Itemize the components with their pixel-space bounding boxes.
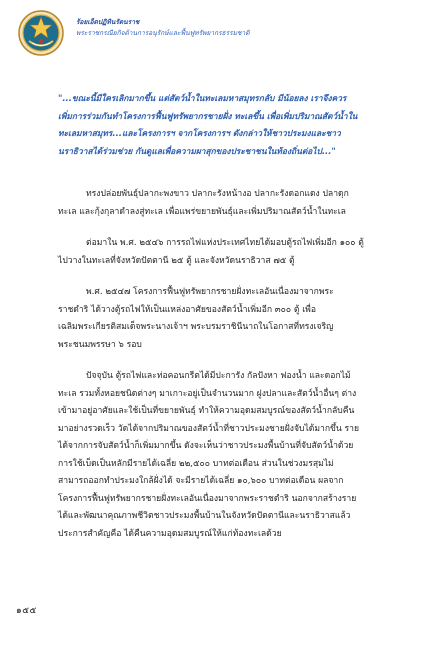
body-text [58, 186, 364, 557]
header-text [76, 17, 250, 39]
body-paragraph: ทรงปล่อยพันธุ์ปลากะพงขาว ปลากะรังหน้างอ ปลากะรังดอกแดง ปลาดุกทะเล และกุ้งกุลาดำลงสู่ทะเล เพื่อแพร่ขยายพันธุ์และเพิ่มปริมาณสัตว์น้ำในทะเล [58, 189, 349, 217]
royal-quote: "...ขณะนี้มีใครเลิกมากขึ้น แต่สัตว์น้ำในทะเลมหาสมุทรกลับ มีน้อยลง เราจึงควรเพิ่มการร่วมกันทำโครงการฟื้นฟูทรัพยากรชายฝั่ง ทะเลขึ้น เพื่อเพิ่มปริมาณสัตว์น้ำในทะเลมหาสมุทร...และโครงการฯ จากโครงการฯ ดังกล่าวให้ชาวประมงและชาวนราธิวาสได้ร่วมช่วย กันดูแลเพื่อความผาสุกของประชาชนในท้องถิ่นต่อไป..." [58, 93, 358, 156]
royal-emblem-icon [18, 10, 64, 56]
page-header [18, 10, 418, 56]
page-number: ๑๕๕ [16, 606, 37, 616]
body-paragraph: ต่อมาใน พ.ศ. ๒๕๔๖ การรถไฟแห่งประเทศไทยได้มอบตู้รถไฟเพิ่มอีก ๑๐๐ ตู้ ไปวางในทะเลที่จังหวัดปัตตานี ๒๕ ตู้ และจังหวัดนราธิวาส ๗๕ ตู้ [58, 238, 364, 266]
header-sub-line: พระราชกรณียกิจด้านการอนุรักษ์และฟื้นฟูทรัพยากรธรรมชาติ [76, 29, 250, 37]
body-paragraph: ปัจจุบัน ตู้รถไฟและท่อคอนกรีตได้มีปะการัง กัลปังหา ฟองน้ำ และดอกไม้ทะเล รวมทั้งหอยชนิดต่างๆ มาเกาะอยู่เป็นจำนวนมาก ฝูงปลาและสัตว์น้ำอื่นๆ ต่างเข้ามาอยู่อาศัยและใช้เป็นที่ขยายพันธุ์ ทำให้ความอุดมสมบูรณ์ของสัตว์น้ำกลับคืนมาอย่างรวดเร็ว วัดได้จากปริมาณของสัตว์น้ำที่ชาวประมงชายฝั่งจับได้มากขึ้น รายได้จากการจับสัตว์น้ำก็เพิ่มมากขึ้น ดังจะเห็นว่าชาวประมงพื้นบ้านที่จับสัตว์น้ำด้วยการใช้เบ็ดเป็นหลักมีรายได้เฉลี่ย ๒๒,๕๐๐ บาทต่อเดือน ส่วนในช่วงมรสุมไม่สามารถออกทำประมงใกล้ฝั่งได้ จะมีรายได้เฉลี่ย ๑๐,๖๐๐ บาทต่อเดือน ผลจากโครงการฟื้นฟูทรัพยากรชายฝั่งทะเลอันเนื่องมาจากพระราชดำริ นอกจากสร้างรายได้และพัฒนาคุณภาพชีวิตชาวประมงพื้นบ้านในจังหวัดปัตตานีและนราธิวาสแล้ว ประการสำคัญคือ ได้คืนความอุดมสมบูรณ์ให้แก่ท้องทะเลด้วย [58, 371, 359, 539]
body-paragraph: พ.ศ. ๒๕๔๗ โครงการฟื้นฟูทรัพยากรชายฝั่งทะเลอันเนื่องมาจากพระราชดำริ ได้วางตู้รถไฟให้เป็นแหล่งอาศัยของสัตว์น้ำเพิ่มอีก ๓๐๐ ตู้ เพื่อเฉลิมพระเกียรติสมเด็จพระนางเจ้าฯ พระบรมราชินีนาถในโอกาสที่ทรงเจริญพระชนมพรรษา ๖ รอบ [58, 287, 334, 350]
header-org-line: ร้อยเอ็ดปฏิทินรัตนราช [76, 18, 140, 26]
